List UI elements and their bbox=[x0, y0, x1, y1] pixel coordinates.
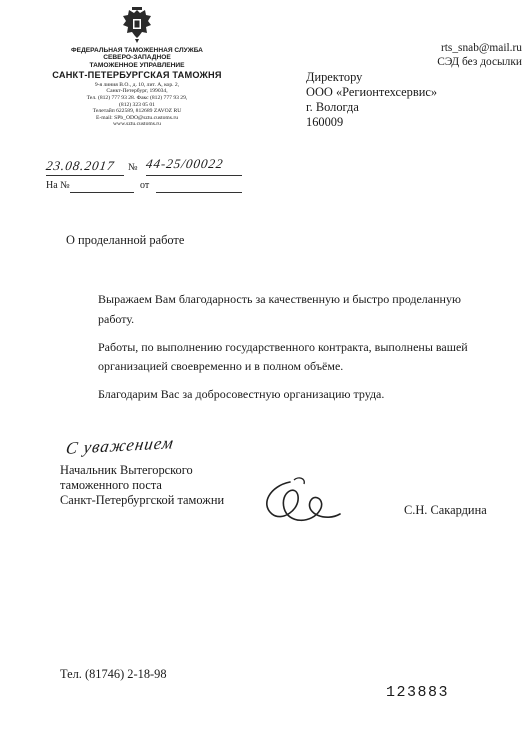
phone-line-2: (812) 323 05 01 bbox=[119, 101, 155, 108]
addressee-title: Директору bbox=[306, 70, 363, 84]
reg-number: 44-25/00022 bbox=[145, 156, 225, 171]
sender-header bbox=[52, 47, 222, 128]
email-line: E-mail: SPb_ODO@sztu.customs.ru bbox=[95, 114, 179, 121]
org-line-1: ФЕДЕРАЛЬНАЯ ТАМОЖЕННАЯ СЛУЖБА bbox=[71, 47, 203, 54]
addressee-postcode: 160009 bbox=[306, 115, 344, 129]
ref-date-label: от bbox=[140, 180, 150, 191]
position-line-1: Начальник Вытегорского bbox=[60, 463, 193, 477]
signatory-position bbox=[60, 463, 224, 508]
reg-no-label: № bbox=[128, 162, 138, 173]
reg-date-underline bbox=[46, 175, 124, 176]
address-line-1: 9-я линия В.О., д. 10, лит. А, кор. 2, bbox=[94, 81, 180, 88]
position-line-3: Санкт-Петербургской таможни bbox=[60, 493, 225, 507]
org-line-3: ТАМОЖЕННОЕ УПРАВЛЕНИЕ bbox=[89, 61, 185, 69]
contact-email: rts_snab@mail.ru bbox=[440, 42, 522, 54]
coat-of-arms-emblem bbox=[120, 6, 154, 44]
address-line-2: Санкт-Петербург, 199034, bbox=[106, 88, 168, 95]
addressee-block bbox=[306, 70, 437, 130]
subject-line: О проделанной работе bbox=[66, 233, 185, 247]
addressee-company: ООО «Регионтехсервис» bbox=[306, 85, 438, 99]
ref-no-label: На № bbox=[46, 180, 70, 191]
document-code: 123883 bbox=[386, 684, 450, 701]
footer-phone: Тел. (81746) 2-18-98 bbox=[60, 667, 167, 681]
body-paragraph-1: Выражаем Вам благодарность за качественную и быстро проделанную работу. bbox=[98, 292, 461, 326]
org-name: САНКТ-ПЕТЕРБУРГСКАЯ ТАМОЖНЯ bbox=[52, 69, 222, 80]
signatory-name: С.Н. Сакардина bbox=[404, 503, 487, 517]
reg-date: 23.08.2017 bbox=[45, 158, 116, 173]
reg-number-underline bbox=[146, 175, 242, 176]
body-paragraph-3: Благодарим Вас за добросовестную организацию труда. bbox=[98, 387, 385, 401]
teletype-line: Телетайп 622589, 812689 ZAVOZ RU bbox=[92, 108, 182, 115]
addressee-city: г. Вологда bbox=[306, 100, 359, 114]
org-line-2: СЕВЕРО-ЗАПАДНОЕ bbox=[103, 54, 171, 62]
body-paragraph-2: Работы, по выполнению государственного контракта, выполнены вашей организацией своевременно и в полном объёме. bbox=[98, 339, 468, 373]
contact-block bbox=[410, 41, 522, 69]
ref-no-underline bbox=[70, 192, 134, 193]
phone-fax-line: Тел. (812) 777 93 28. Факс (812) 777 93 29, bbox=[86, 95, 188, 102]
handwritten-signature bbox=[250, 474, 346, 530]
position-line-2: таможенного поста bbox=[60, 478, 162, 492]
closing-handwritten: С уважением bbox=[64, 433, 176, 458]
website-line: www.sztu.customs.ru bbox=[113, 121, 161, 128]
sed-note: СЭД без досылки bbox=[437, 56, 522, 68]
ref-date-underline bbox=[156, 192, 242, 193]
letter-body bbox=[98, 290, 496, 413]
